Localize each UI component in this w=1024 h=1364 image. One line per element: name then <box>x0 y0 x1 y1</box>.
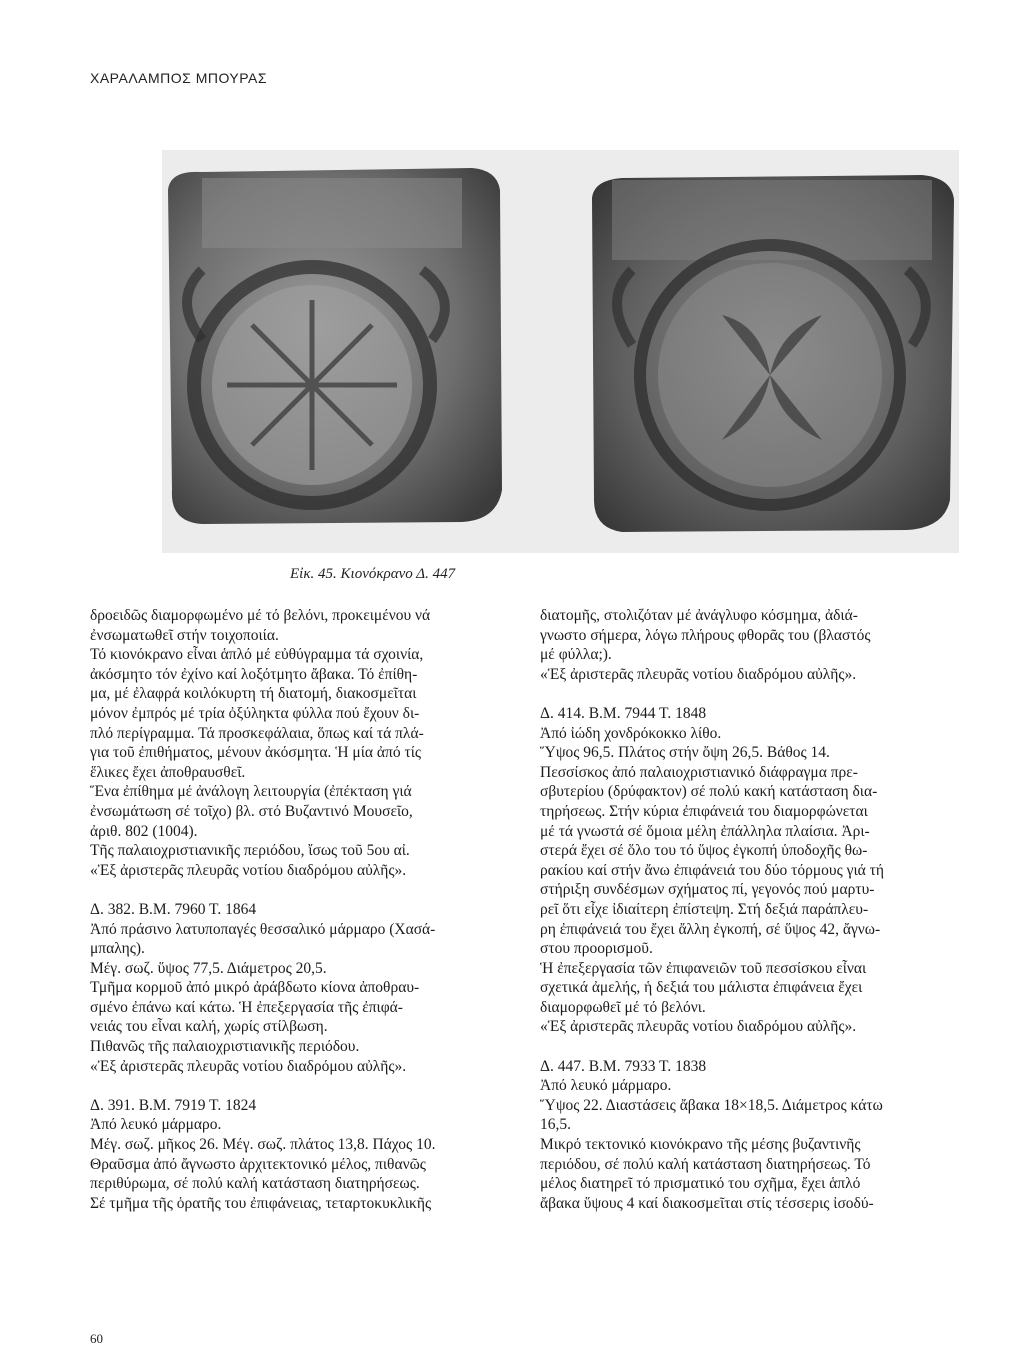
text-line: Θραῦσμα ἀπό ἄγνωστο ἀρχιτεκτονικό μέλος, πιθανῶς <box>90 1155 426 1173</box>
text-line: στερά ἔχει σέ ὅλο του τό ὕψος ἐγκοπή ὑποδοχῆς θω- <box>540 842 868 860</box>
capital-photographs <box>162 150 959 553</box>
left-capital-image <box>168 168 502 524</box>
left-text-column <box>90 606 520 1213</box>
text-line: «Ἐξ ἀριστερᾶς πλευρᾶς νοτίου διαδρόμου αὐλῆς». <box>540 1018 857 1036</box>
text-line: περιθύρωμα, σέ πολύ καλή κατάσταση διατηρήσεως. <box>90 1175 420 1193</box>
text-line: Ἀπό ἰώδη χονδρόκοκκο λίθο. <box>540 724 722 742</box>
text-line: ἐνσωματωθεῖ στήν τοιχοποιία. <box>90 626 279 644</box>
text-line: για τοῦ ἐπιθήματος, μένουν ἀκόσμητα. Ἡ μία ἀπό τίς <box>90 744 422 762</box>
text-line: Ἀπό πράσινο λατυποπαγές θεσσαλικό μάρμαρο (Χασά- <box>90 920 436 938</box>
text-line: Δ. 447. Β.Μ. 7933 Τ. 1838 <box>540 1057 707 1075</box>
text-line: δροειδῶς διαμορφωμένο μέ τό βελόνι, προκειμένου νά <box>90 607 431 624</box>
text-line: Τμῆμα κορμοῦ ἀπό μικρό ἀράβδωτο κίονα ἀποθραυ- <box>90 979 420 997</box>
running-header: ΧΑΡΑΛΑΜΠΟΣ ΜΠΟΥΡΑΣ <box>90 70 268 86</box>
text-line: διαμορφωθεῖ μέ τό βελόνι. <box>540 998 706 1016</box>
text-line: Ὕψος 96,5. Πλάτος στήν ὄψη 26,5. Βάθος 14. <box>540 744 830 762</box>
text-line: Μέγ. σωζ. μῆκος 26. Μέγ. σωζ. πλάτος 13,8. Πάχος 10. <box>90 1136 436 1154</box>
text-line: στήριξη συνδέσμων σχήματος πί, γεγονός πού μαρτυ- <box>540 881 875 899</box>
text-line: σβυτερίου (δρύφακτον) σέ πολύ κακή κατάσταση δια- <box>540 783 878 801</box>
text-line: Δ. 391. Β.Μ. 7919 Τ. 1824 <box>90 1096 257 1114</box>
text-line: ἐνσωμάτωση σέ τοῖχο) βλ. στό Βυζαντινό Μουσεῖο, <box>90 802 413 820</box>
paragraph-gap <box>540 1037 960 1057</box>
text-line: νειάς του εἶναι καλή, χωρίς στίλβωση. <box>90 1018 328 1036</box>
text-line: Ἀπό λευκό μάρμαρο. <box>540 1077 672 1095</box>
figure-photo <box>162 150 959 553</box>
text-line: ἕλικες ἔχει ἀποθραυσθεῖ. <box>90 763 246 781</box>
text-line: ρακίου καί στήν ἄνω ἐπιφάνειά του δύο τόρμους γιά τή <box>540 861 884 879</box>
text-line: μα, μέ ἐλαφρά κοιλόκυρτη τή διατομή, διακοσμεῖται <box>90 685 417 703</box>
paragraph-gap <box>90 880 520 900</box>
text-line: Δ. 382. Β.Μ. 7960 Τ. 1864 <box>90 900 257 918</box>
text-line: μέλος διατηρεῖ τό πρισματικό του σχῆμα, ἔχει ἁπλό <box>540 1175 861 1193</box>
text-line: «Ἐξ ἀριστερᾶς πλευρᾶς νοτίου διαδρόμου αὐλῆς». <box>90 861 407 879</box>
right-capital-image <box>592 175 954 532</box>
text-line: πλό περίγραμμα. Τά προσκεφάλαια, ὅπως καί τά πλά- <box>90 724 424 742</box>
text-line: περιόδου, σέ πολύ καλή κατάσταση διατηρήσεως. Τό <box>540 1155 871 1173</box>
text-line: Πεσσίσκος ἀπό παλαιοχριστιανικό διάφραγμα πρε- <box>540 763 858 781</box>
text-line: «Ἐξ ἀριστερᾶς πλευρᾶς νοτίου διαδρόμου αὐλῆς». <box>90 1057 407 1075</box>
text-line: μέ φύλλα;). <box>540 646 612 664</box>
text-line: ἀριθ. 802 (1004). <box>90 822 198 840</box>
text-line: Δ. 414. Β.Μ. 7944 Τ. 1848 <box>540 704 707 722</box>
text-line: 16,5. <box>540 1116 571 1134</box>
text-line: Ὕψος 22. Διαστάσεις ἄβακα 18×18,5. Διάμετρος κάτω <box>540 1096 883 1114</box>
text-line: γνωστο σήμερα, λόγω πλήρους φθορᾶς του (βλαστός <box>540 626 871 644</box>
text-line: μπαλης). <box>90 940 145 958</box>
text-line: ρεῖ ὅτι εἶχε ἰδιαίτερη ἐπίστεψη. Στή δεξιά παράπλευ- <box>540 900 869 918</box>
paragraph-gap <box>540 684 960 704</box>
text-line: «Ἐξ ἀριστερᾶς πλευρᾶς νοτίου διαδρόμου αὐλῆς». <box>540 665 857 683</box>
text-line: Πιθανῶς τῆς παλαιοχριστιανικῆς περιόδου. <box>90 1038 360 1056</box>
text-line: Ἕνα ἐπίθημα μέ ἀνάλογη λειτουργία (ἐπέκταση γιά <box>90 783 412 801</box>
text-line: Τῆς παλαιοχριστιανικῆς περιόδου, ἴσως τοῦ 5ου αἰ. <box>90 842 410 860</box>
text-line: σμένο ἐπάνω καί κάτω. Ἡ ἐπεξεργασία τῆς ἐπιφά- <box>90 998 403 1016</box>
text-line: Μέγ. σωζ. ὕψος 77,5. Διάμετρος 20,5. <box>90 959 327 977</box>
text-line: ἀκόσμητο τόν ἐχίνο καί λοξότμητο ἄβακα. Τό ἐπίθη- <box>90 665 418 683</box>
text-line: ἄβακα ὕψους 4 καί διακοσμεῖται στίς τέσσερις ἰσοδύ- <box>540 1194 874 1212</box>
text-line: τηρήσεως. Στήν κύρια ἐπιφάνειά του διαμορφώνεται <box>540 802 868 820</box>
text-line: στου προορισμοῦ. <box>540 940 653 958</box>
paragraph-gap <box>90 1076 520 1096</box>
text-line: ρη ἐπιφάνειά του ἔχει ἄλλη ἐγκοπή, σέ ὕψος 42, ἄγνω- <box>540 920 881 938</box>
text-line: Ἀπό λευκό μάρμαρο. <box>90 1116 222 1134</box>
text-line: σχετικά ἀμελής, ἡ δεξιά του μάλιστα ἐπιφάνεια ἔχει <box>540 979 863 997</box>
text-line: μόνον ἐμπρός μέ τρία ὀξύληκτα φύλλα πού ἔχουν δι- <box>90 704 420 722</box>
text-line: Ἡ ἐπεξεργασία τῶν ἐπιφανειῶν τοῦ πεσσίσκου εἶναι <box>540 959 867 977</box>
page-number: 60 <box>90 1331 103 1346</box>
text-line: διατομῆς, στολιζόταν μέ ἀνάγλυφο κόσμημα, ἀδιά- <box>540 607 858 624</box>
text-line: μέ τά γνωστά σέ ὅμοια μέλη ἐπάλληλα πλαίσια. Ἀρι- <box>540 822 870 840</box>
text-line: Σέ τμῆμα τῆς ὁρατῆς του ἐπιφάνειας, τεταρτοκυκλικῆς <box>90 1194 432 1212</box>
text-line: Τό κιονόκρανο εἶναι ἁπλό μέ εὐθύγραμμα τά σχοινία, <box>90 646 424 664</box>
right-text-column <box>540 606 960 1213</box>
figure-caption: Εἰκ. 45. Κιονόκρανο Δ. 447 <box>290 566 456 582</box>
text-line: Μικρό τεκτονικό κιονόκρανο τῆς μέσης βυζαντινῆς <box>540 1136 861 1154</box>
